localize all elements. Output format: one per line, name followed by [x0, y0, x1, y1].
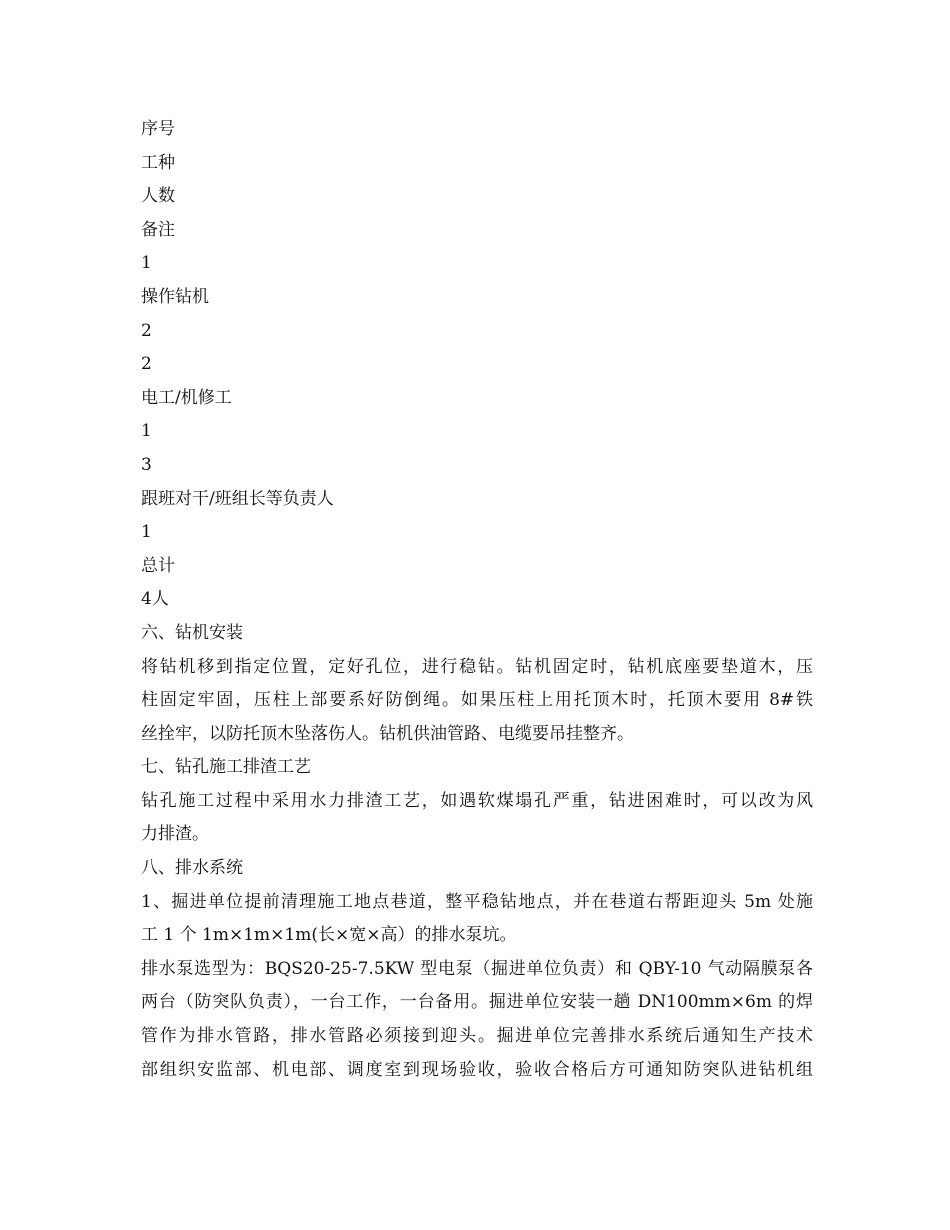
paragraph-line: 两台（防突队负责），一台工作，一台备用。掘进单位安装一趟 DN100mm×6m 的焊: [141, 992, 813, 1013]
paragraph-line: 将钻机移到指定位置，定好孔位，进行稳钻。钻机固定时，钻机底座要垫道木，压: [141, 656, 813, 677]
table-cell: 1: [141, 522, 152, 543]
table-header-count: 人数: [141, 186, 175, 207]
table-cell: 跟班对干/班组长等负责人: [141, 488, 334, 509]
paragraph-line: 1、掘进单位提前清理施工地点巷道，整平稳钻地点，并在巷道右帮距迎头 5m 处施: [141, 891, 813, 912]
section-heading-slag-discharge: 七、钻孔施工排渣工艺: [141, 757, 311, 778]
table-cell: 1: [141, 253, 152, 274]
table-total-value: 4人: [141, 589, 169, 610]
staffing-table-cells: [141, 113, 813, 617]
paragraph-line: 部组织安监部、机电部、调度室到现场验收，验收合格后方可通知防突队进钻机组: [141, 1059, 813, 1080]
table-cell: 2: [141, 320, 152, 341]
table-cell: 电工/机修工: [141, 387, 232, 408]
paragraph-line: 柱固定牢固，压柱上部要系好防倒绳。如果压柱上用托顶木时，托顶木要用 8#铁: [141, 690, 813, 711]
paragraph-line: 钻孔施工过程中采用水力排渣工艺，如遇软煤塌孔严重，钻进困难时，可以改为风: [141, 790, 813, 811]
section-heading-drill-installation: 六、钻机安装: [141, 622, 243, 643]
paragraph-line: 排水泵选型为：BQS20-25-7.5KW 型电泵（掘进单位负责）和 QBY-10 气动隔膜泵各: [141, 958, 813, 979]
section-heading-drainage: 八、排水系统: [141, 858, 243, 879]
paragraph-slag-discharge: [141, 785, 813, 852]
table-cell: 3: [141, 454, 152, 475]
paragraph-line: 丝拴牢，以防托顶木坠落伤人。钻机供油管路、电缆要吊挂整齐。: [141, 723, 634, 744]
paragraph-drainage-2: [141, 953, 813, 1087]
table-total-label: 总计: [141, 555, 175, 576]
table-header-job: 工种: [141, 152, 175, 173]
paragraph-line: 工 1 个 1m×1m×1m(长×宽×高）的排水泵坑。: [141, 925, 517, 946]
table-cell: 操作钻机: [141, 286, 209, 307]
table-header-index: 序号: [141, 119, 175, 139]
paragraph-line: 管作为排水管路，排水管路必须接到迎头。掘进单位完善排水系统后通知生产技术: [141, 1026, 813, 1047]
paragraph-drill-installation: [141, 651, 813, 752]
paragraph-line: 力排渣。: [141, 824, 209, 845]
table-cell: 2: [141, 354, 152, 375]
table-header-remark: 备注: [141, 219, 175, 240]
table-cell: 1: [141, 421, 152, 442]
paragraph-drainage-1: [141, 886, 813, 953]
document-body: [141, 113, 813, 1087]
